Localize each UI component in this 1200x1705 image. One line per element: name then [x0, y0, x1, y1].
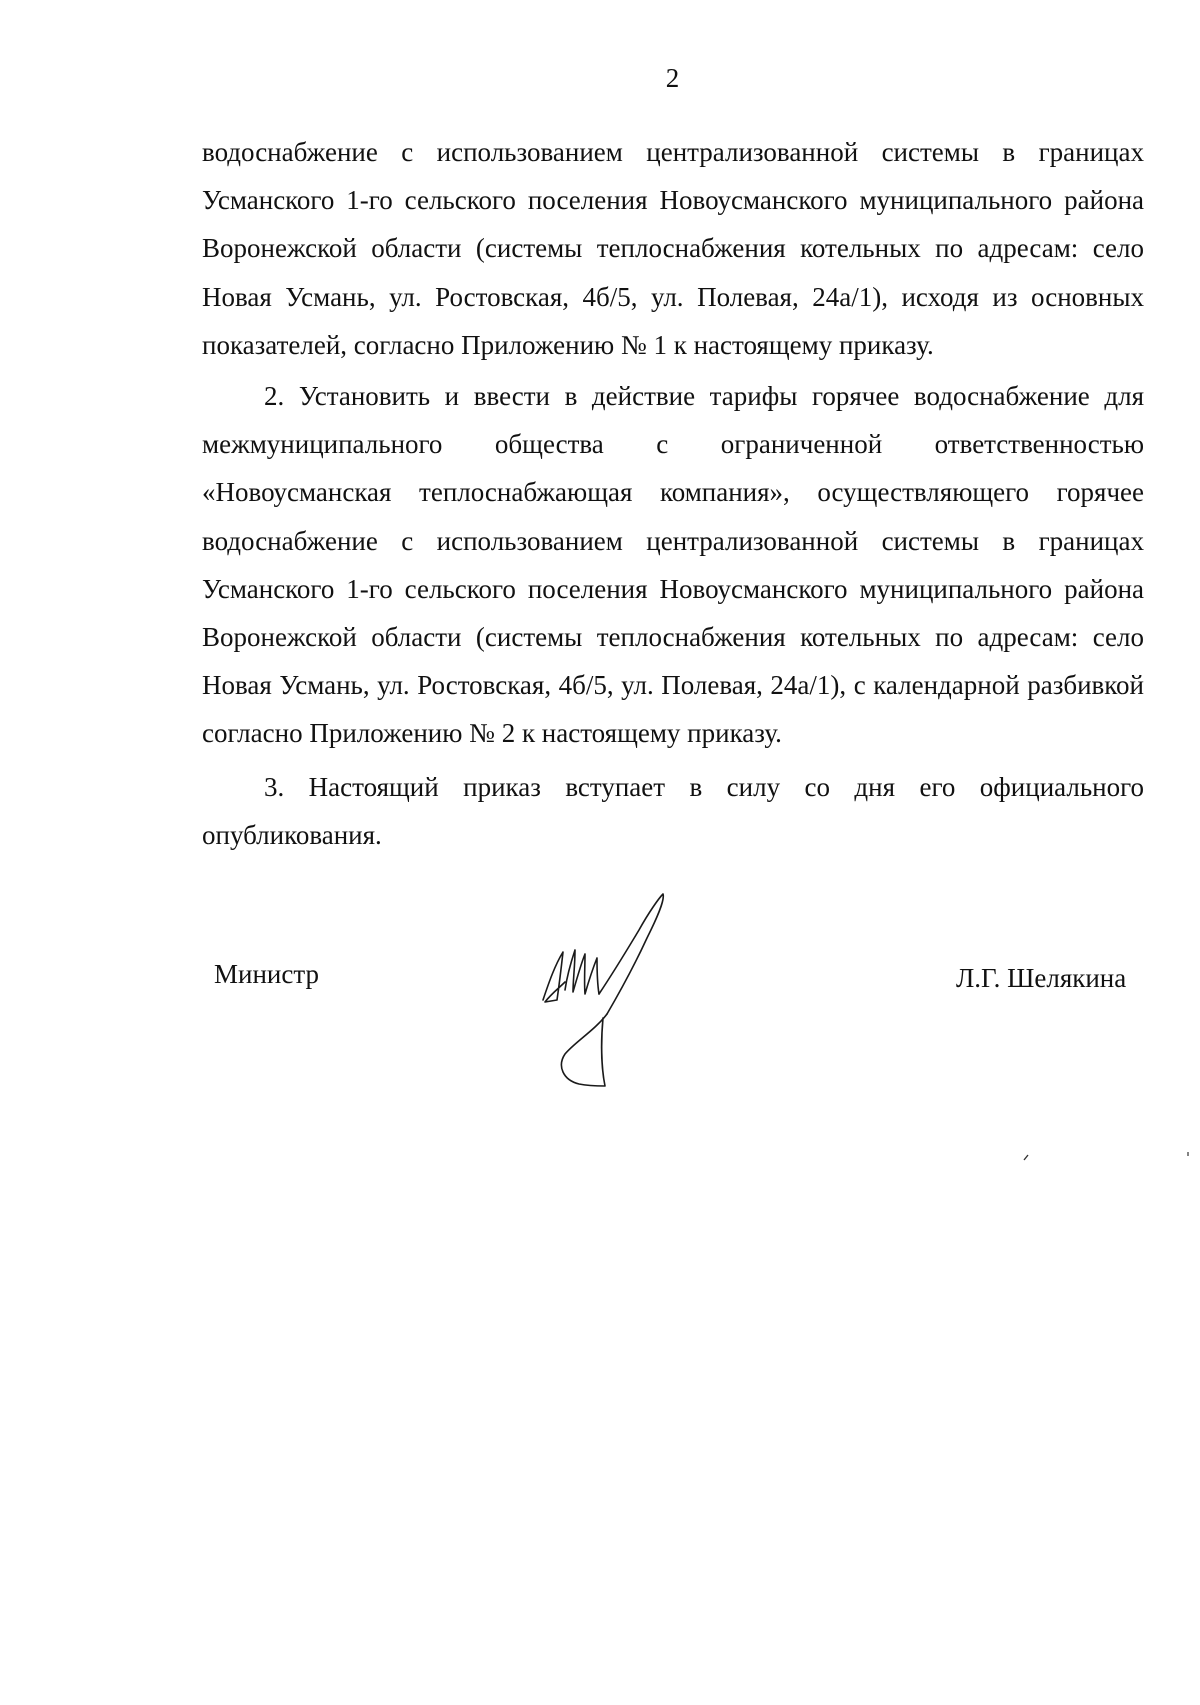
- paragraph-item-2: 2. Установить и ввести в действие тарифы горячее водоснабжение для межмуниципального общества с ограниченной ответственностью «Новоусманская теплоснабжающая компания», осуществляющего горячее водоснабжение с использованием централизованной системы в границах Усманского 1-го сельского поселения Новоусманского муниципального района Воронежской области (системы теплоснабжения котельных по адресам: село Новая Усмань, ул. Ростовская, 4б/5, ул. Полевая, 24а/1), с календарной разбивкой согласно Приложению № 2 к настоящему приказу.: [202, 381, 1144, 749]
- page-number: 2: [665, 63, 680, 93]
- handwritten-signature: [535, 890, 695, 1088]
- paragraph-continuation: водоснабжение с использованием централизованной системы в границах Усманского 1-го сельского поселения Новоусманского муниципального района Воронежской области (системы теплоснабжения котельных по адресам: село Новая Усмань, ул. Ростовская, 4б/5, ул. Полевая, 24а/1), исходя из основных показателей, согласно Приложению № 1 к настоящему приказу.: [202, 137, 1144, 360]
- scan-specks: [1010, 1140, 1200, 1170]
- signatory-name: Л.Г. Шелякина: [956, 963, 1127, 993]
- signatory-title: Министр: [214, 959, 319, 989]
- paragraph-item-3: 3. Настоящий приказ вступает в силу со дня его официального опубликования.: [202, 771, 1144, 850]
